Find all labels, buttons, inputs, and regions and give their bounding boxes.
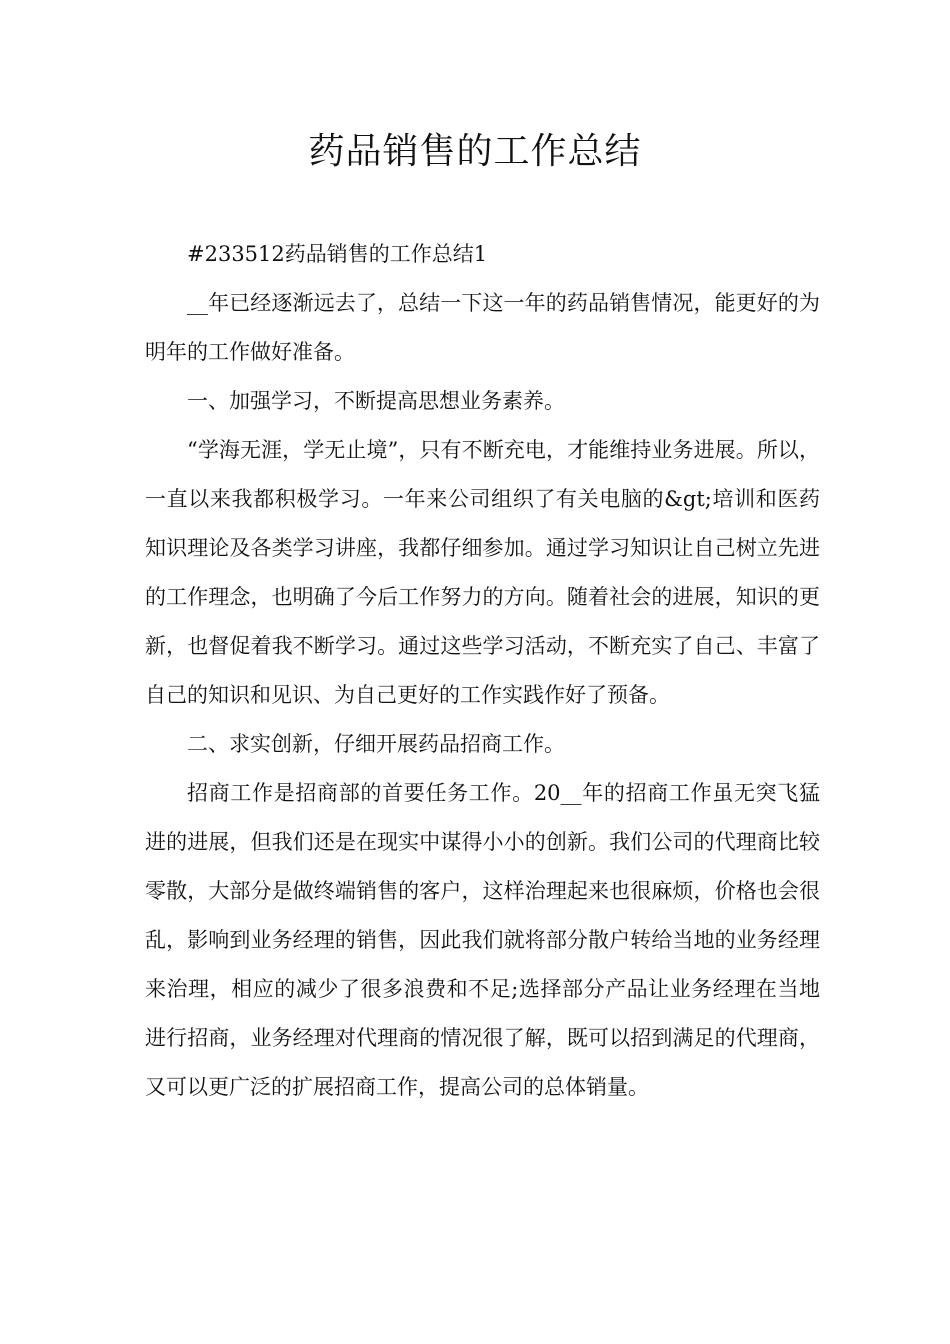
paragraph-learning: “学海无涯，学无止境”，只有不断充电，才能维持业务进展。所以，一直以来我都积极学习。一年来公司组织了有关电脑的&gt;培训和医药知识理论及各类学习讲座，我都仔细参加。通过学习知识让自己树立先进的工作理念，也明确了今后工作努力的方向。随着社会的进展，知识的更新，也督促着我不断学习。通过这些学习活动，不断充实了自己、丰富了自己的知识和见识、为自己更好的工作实践作好了预备。 <box>145 438 820 707</box>
document-body <box>145 230 820 1112</box>
section-heading-1: 一、加强学习，不断提高思想业务素养。 <box>187 389 565 413</box>
section-heading-2: 二、求实创新，仔细开展药品招商工作。 <box>187 732 565 756</box>
document-title: 药品销售的工作总结 <box>308 131 642 172</box>
paragraph-heading-ref: #233512药品销售的工作总结1 <box>187 242 488 266</box>
paragraph-intro: __年已经逐渐远去了，总结一下这一年的药品销售情况，能更好的为明年的工作做好准备。 <box>145 291 820 364</box>
paragraph-investment: 招商工作是招商部的首要任务工作。20__年的招商工作虽无突飞猛进的进展，但我们还是在现实中谋得小小的创新。我们公司的代理商比较零散，大部分是做终端销售的客户，这样治理起来也很麻烦，价格也会很乱，影响到业务经理的销售，因此我们就将部分散户转给当地的业务经理来治理，相应的减少了很多浪费和不足;选择部分产品让业务经理在当地进行招商，业务经理对代理商的情况很了解，既可以招到满足的代理商，又可以更广泛的扩展招商工作，提高公司的总体销量。 <box>145 781 820 1099</box>
